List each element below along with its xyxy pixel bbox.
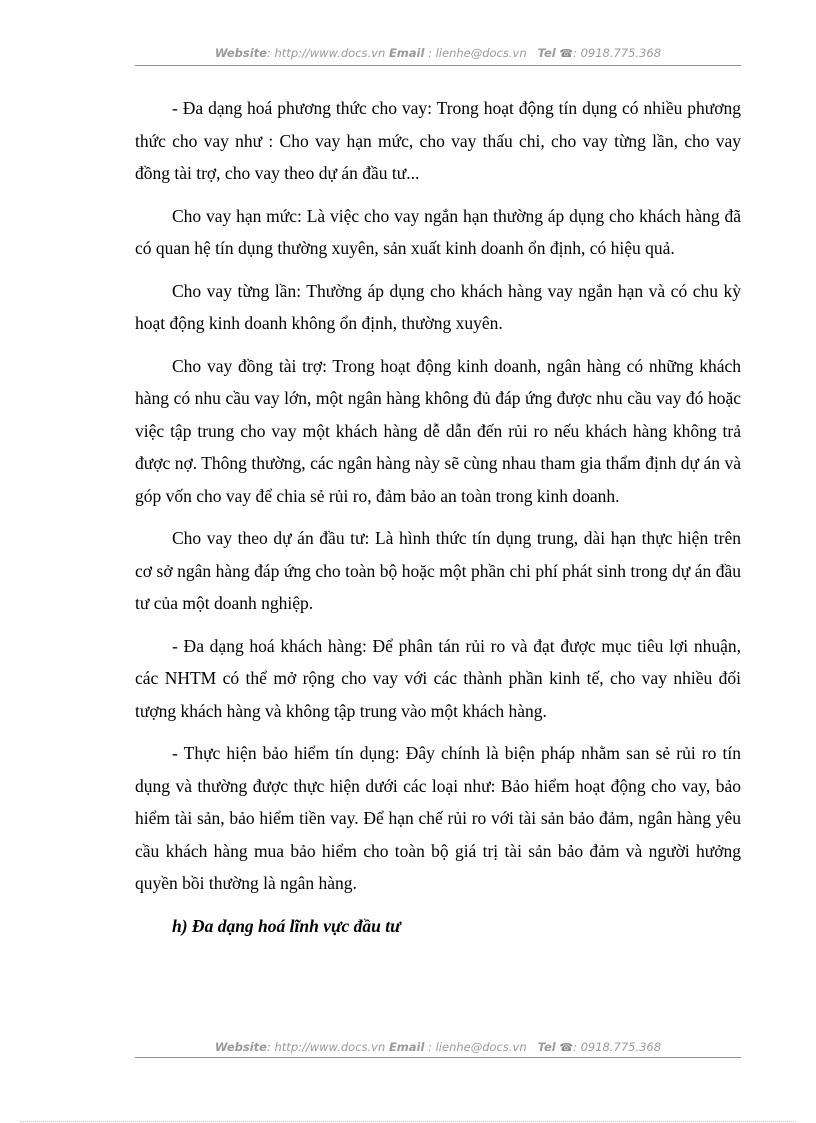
phone-icon: ☎ <box>559 47 574 60</box>
header-website-label: Website <box>214 46 267 60</box>
paragraph: - Đa dạng hoá phương thức cho vay: Trong hoạt động tín dụng có nhiều phương thức cho vay như : Cho vay hạn mức, cho vay thấu chi, cho vay từng lần, cho vay đồng tài trợ, cho vay theo dự án đầu tư... <box>135 98 741 183</box>
page-edge-divider <box>20 1121 796 1122</box>
header-email-label: Email <box>388 46 425 60</box>
footer-website-label: Website <box>214 1040 267 1054</box>
page-footer <box>135 1040 741 1054</box>
footer-divider <box>135 1057 741 1058</box>
footer-tel-value: : 0918.775.368 <box>573 1040 662 1054</box>
footer-tel-label: Tel <box>537 1040 556 1054</box>
footer-email-label: Email <box>388 1040 425 1054</box>
footer-email-link[interactable]: : lienhe@docs.vn <box>424 1040 527 1054</box>
header-tel-value: : 0918.775.368 <box>573 46 662 60</box>
paragraph: Cho vay theo dự án đầu tư: Là hình thức tín dụng trung, dài hạn thực hiện trên cơ sở ngân hàng đáp ứng cho toàn bộ hoặc một phần chi phí phát sinh trong dự án đầu tư của một doanh nghiệp. <box>135 528 741 613</box>
paragraph: - Đa dạng hoá khách hàng: Để phân tán rủi ro và đạt được mục tiêu lợi nhuận, các NHTM có thể mở rộng cho vay với các thành phần kinh tế, cho vay nhiều đối tượng khách hàng và không tập trung vào một khách hàng. <box>135 635 741 721</box>
paragraph: - Thực hiện bảo hiểm tín dụng: Đây chính là biện pháp nhằm san sẻ rủi ro tín dụng và thường được thực hiện dưới các loại như: Bảo hiểm hoạt động cho vay, bảo hiểm tài sản, bảo hiểm tiền vay. Để hạn chế rủi ro với tài sản bảo đảm, ngân hàng yêu cầu khách hàng mua bảo hiểm cho toàn bộ giá trị tài sản bảo đảm và người hưởng quyền bồi thường là ngân hàng. <box>135 743 741 893</box>
page-header <box>135 46 741 60</box>
phone-icon: ☎ <box>559 1041 574 1054</box>
document-body <box>135 92 741 952</box>
header-divider <box>135 65 741 66</box>
header-tel-label: Tel <box>537 46 556 60</box>
paragraph: Cho vay đồng tài trợ: Trong hoạt động kinh doanh, ngân hàng có những khách hàng có nhu cầu vay lớn, một ngân hàng không đủ đáp ứng được nhu cầu vay đó hoặc việc tập trung cho vay một khách hàng dễ dẫn đến rủi ro nếu khách hàng không trả được nợ. Thông thường, các ngân hàng này sẽ cùng nhau tham gia thẩm định dự án và góp vốn cho vay để chia sẻ rủi ro, đảm bảo an toàn trong kinh doanh. <box>135 355 741 506</box>
footer-website-link[interactable]: : http://www.docs.vn <box>266 1040 386 1054</box>
section-heading: h) Đa dạng hoá lĩnh vực đầu tư <box>172 915 401 936</box>
header-email-link[interactable]: : lienhe@docs.vn <box>424 46 527 60</box>
paragraph: Cho vay từng lần: Thường áp dụng cho khách hàng vay ngắn hạn và có chu kỳ hoạt động kinh doanh không ổn định, thường xuyên. <box>135 280 741 333</box>
header-website-link[interactable]: : http://www.docs.vn <box>266 46 386 60</box>
paragraph: Cho vay hạn mức: Là việc cho vay ngắn hạn thường áp dụng cho khách hàng đã có quan hệ tín dụng thường xuyên, sản xuất kinh doanh ổn định, có hiệu quả. <box>135 205 741 258</box>
